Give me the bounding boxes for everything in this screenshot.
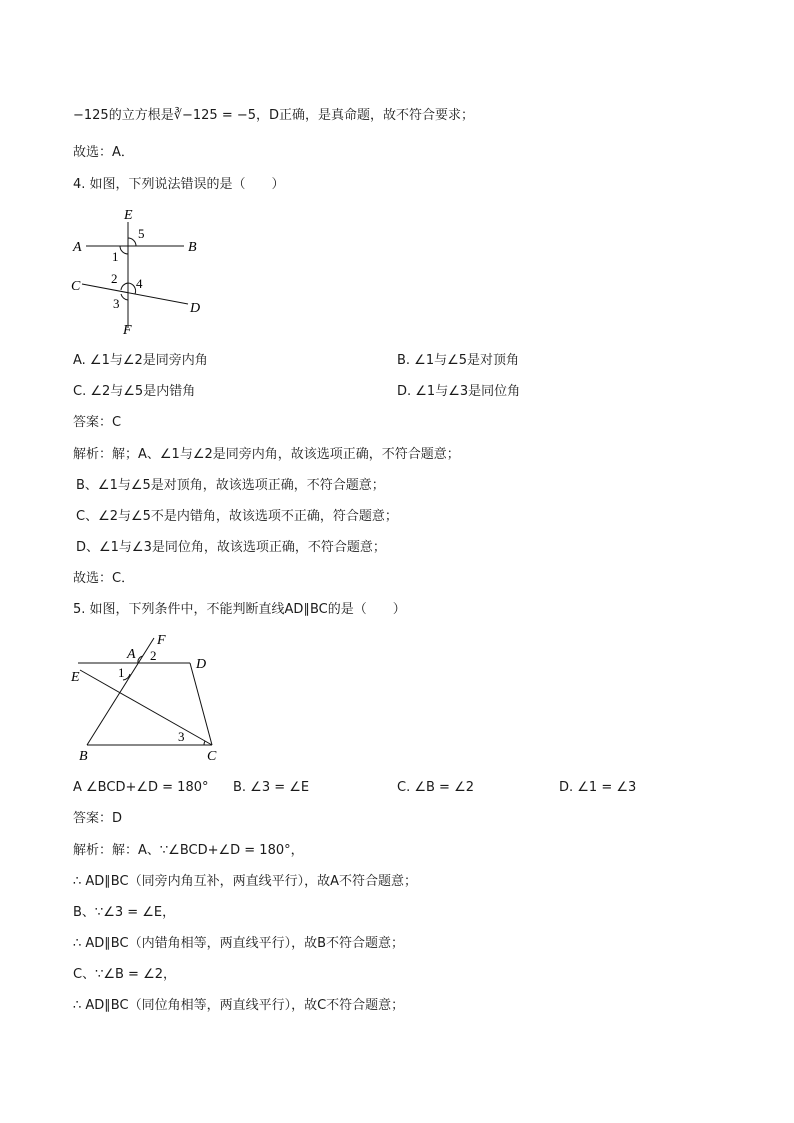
- q4-explanation-3: C、∠2与∠5不是内错角，故该选项不正确，符合题意；: [76, 509, 398, 524]
- label-a: A: [73, 240, 82, 255]
- q4-explanation-2: B、∠1与∠5是对顶角，故该选项正确，不符合题意；: [76, 478, 385, 493]
- q4-answer: 答案：C: [73, 415, 122, 430]
- angle-arc-4: [128, 283, 136, 294]
- answer-line-q3: 故选：A．: [73, 145, 134, 160]
- label-f: F: [157, 633, 166, 648]
- line-ec: [80, 670, 212, 745]
- line-bf: [87, 638, 154, 745]
- label-2: 2: [150, 648, 157, 663]
- q5-explanation-3: B、∵∠3 = ∠E，: [73, 905, 176, 920]
- q5-option-c: C. ∠B = ∠2: [397, 780, 474, 795]
- label-a: A: [127, 647, 136, 662]
- angle-arc-3: [204, 741, 205, 745]
- question-5: 5. 如图，下列条件中，不能判断直线AD∥BC的是（ ）: [73, 602, 406, 617]
- label-c: C: [71, 279, 81, 294]
- label-e: E: [124, 208, 133, 223]
- label-2: 2: [111, 271, 118, 286]
- label-d: D: [190, 301, 201, 316]
- q5-option-b: B. ∠3 = ∠E: [233, 780, 310, 795]
- q5-explanation-5: C、∵∠B = ∠2，: [73, 967, 177, 982]
- q4-explanation-1: 解析：解；A、∠1与∠2是同旁内角，故该选项正确，不符合题意；: [73, 447, 460, 462]
- q4-option-c: C. ∠2与∠5是内错角: [73, 384, 196, 399]
- label-c: C: [207, 749, 217, 764]
- q4-final-answer: 故选：C．: [73, 571, 135, 586]
- question-4: 4. 如图，下列说法错误的是（ ）: [73, 177, 285, 192]
- q5-explanation-4: ∴ AD∥BC（内错角相等，两直线平行），故B不符合题意；: [73, 936, 404, 951]
- q5-explanation-6: ∴ AD∥BC（同位角相等，两直线平行），故C不符合题意；: [73, 998, 405, 1013]
- angle-arc-5: [128, 238, 136, 246]
- q5-explanation-1: 解析：解：A、∵∠BCD+∠D = 180°，: [73, 843, 304, 858]
- label-4: 4: [136, 276, 143, 291]
- label-e: E: [71, 670, 80, 685]
- q5-option-a: A ∠BCD+∠D = 180°: [73, 780, 209, 795]
- label-1: 1: [112, 249, 119, 264]
- label-d: D: [196, 657, 207, 672]
- q4-option-b: B. ∠1与∠5是对顶角: [397, 353, 520, 368]
- figure-q5: [66, 630, 236, 768]
- label-3: 3: [178, 729, 185, 744]
- angle-arc-2: [121, 283, 128, 290]
- label-1: 1: [118, 665, 125, 680]
- q5-option-d: D. ∠1 = ∠3: [559, 780, 637, 795]
- q4-option-a: A. ∠1与∠2是同旁内角: [73, 353, 208, 368]
- label-5: 5: [138, 226, 145, 241]
- line-dc: [190, 663, 212, 745]
- q5-answer: 答案：D: [73, 811, 123, 826]
- cube-root-line: −125的立方根是∛−125 = −5，D正确，是真命题，故不符合要求；: [73, 108, 475, 123]
- label-3: 3: [113, 296, 120, 311]
- q4-option-d: D. ∠1与∠3是同位角: [397, 384, 521, 399]
- q4-explanation-4: D、∠1与∠3是同位角，故该选项正确，不符合题意；: [76, 540, 386, 555]
- label-b: B: [79, 749, 88, 764]
- figure-q4: [66, 204, 216, 338]
- angle-arc-1: [120, 246, 128, 254]
- label-f: F: [123, 323, 132, 338]
- angle-arc-3: [121, 294, 128, 300]
- label-b: B: [188, 240, 197, 255]
- q5-explanation-2: ∴ AD∥BC（同旁内角互补，两直线平行），故A不符合题意；: [73, 874, 417, 889]
